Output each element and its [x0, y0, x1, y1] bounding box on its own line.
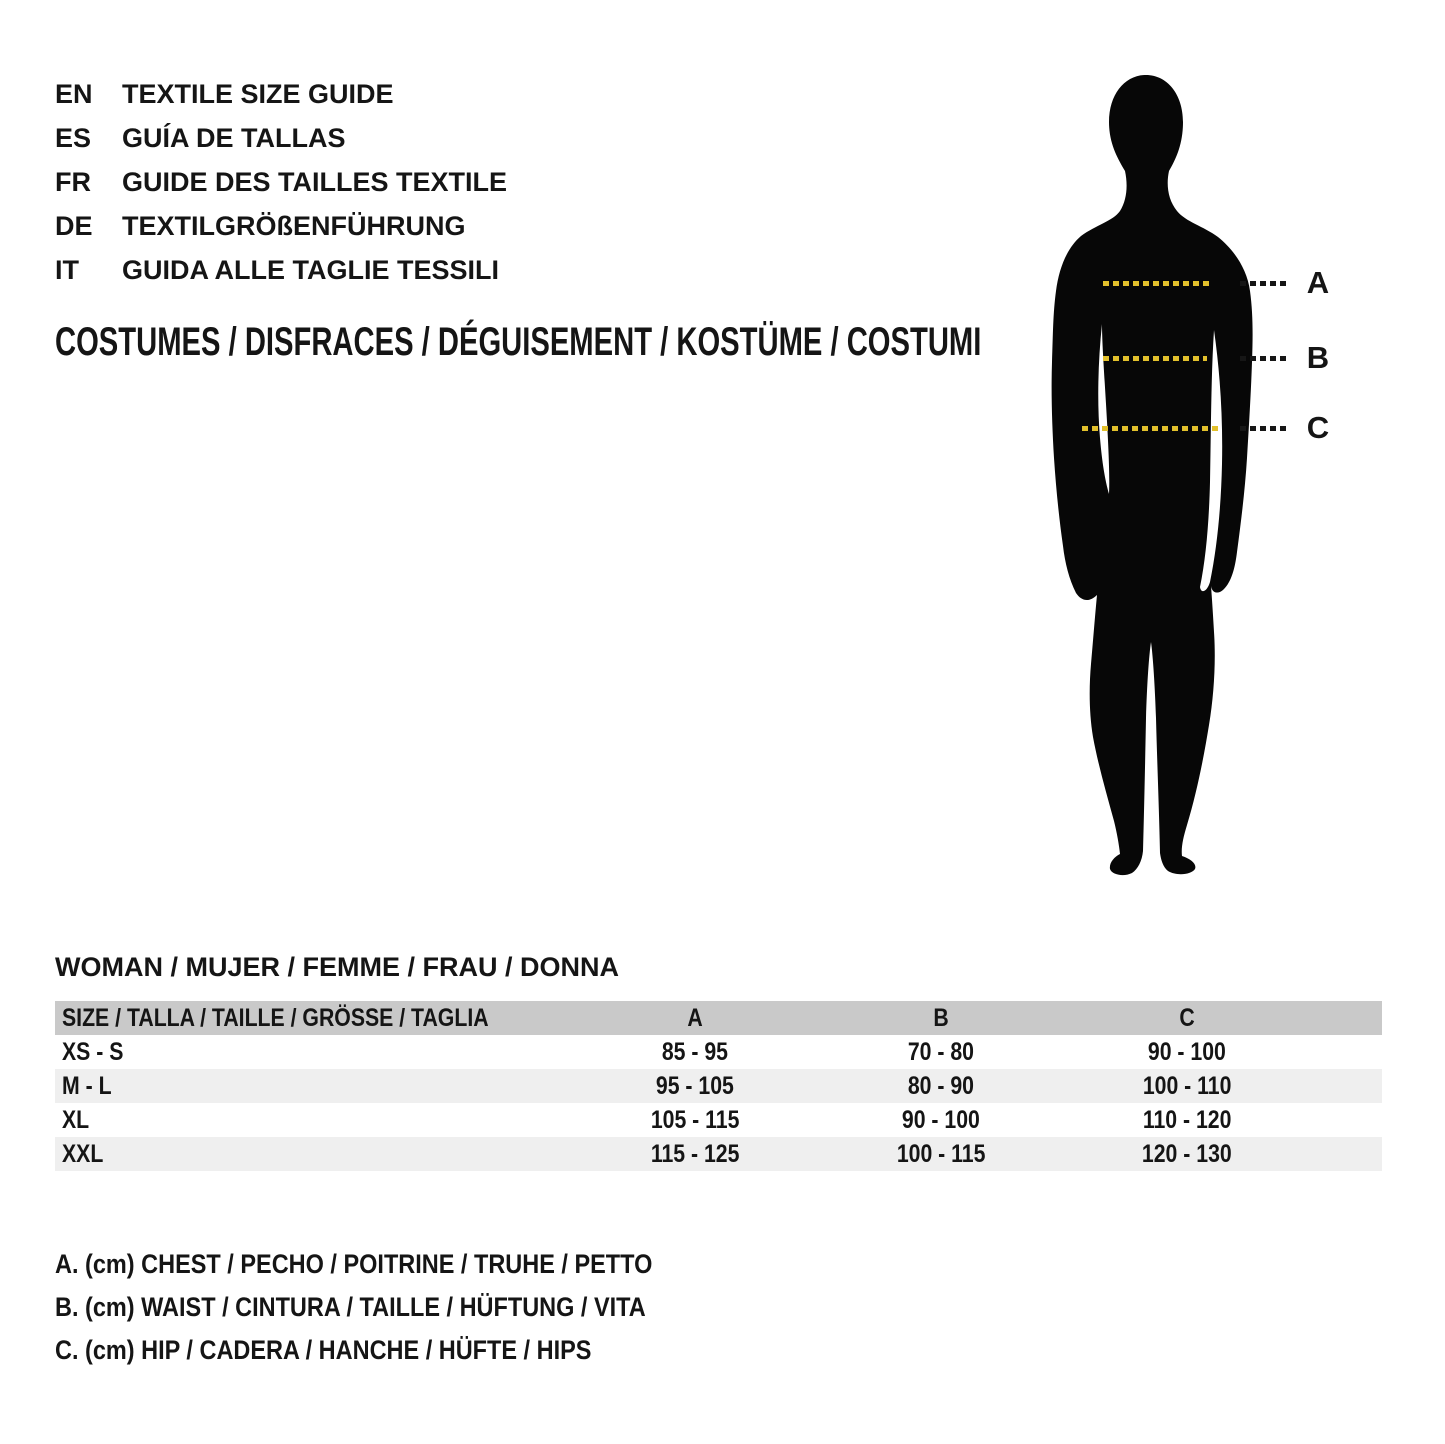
lang-row-en: [55, 72, 507, 116]
table-row: [55, 1069, 1382, 1103]
legend-label: HIP / CADERA / HANCHE / HÜFTE / HIPS: [141, 1335, 592, 1365]
size-cell: XL: [62, 1105, 90, 1134]
lang-row-de: [55, 204, 507, 248]
lang-code: DE: [55, 210, 93, 241]
language-list: [55, 72, 507, 292]
value-cell-c: 120 - 130: [1142, 1139, 1232, 1168]
table-row: [55, 1103, 1382, 1137]
lang-label: GUIDE DES TAILLES TEXTILE: [122, 166, 508, 197]
legend-marker: A.: [55, 1249, 79, 1279]
value-cell-a: 105 - 115: [650, 1105, 740, 1134]
marker-label-b: B: [1306, 340, 1330, 375]
legend-marker: B.: [55, 1292, 79, 1322]
marker-label-a: A: [1306, 265, 1330, 300]
value-cell-b: 70 - 80: [907, 1037, 975, 1066]
category-title-text: COSTUMES / DISFRACES / DÉGUISEMENT / KOSTÜME / COSTUMI: [55, 320, 982, 364]
woman-silhouette: [1020, 70, 1280, 880]
table-header-size: SIZE / TALLA / TAILLE / GRÖSSE / TAGLIA: [62, 1003, 489, 1032]
value-cell-c: 90 - 100: [1148, 1037, 1226, 1066]
chest-measure-line-black: [1240, 281, 1290, 286]
lang-row-it: [55, 248, 507, 292]
value-cell-a: 115 - 125: [650, 1139, 740, 1168]
lang-row-es: [55, 116, 507, 160]
lang-code: ES: [55, 122, 92, 153]
marker-label-c: C: [1306, 410, 1330, 445]
lang-label: GUÍA DE TALLAS: [122, 122, 346, 153]
legend-unit: (cm): [85, 1335, 135, 1365]
size-cell: M - L: [62, 1071, 112, 1100]
legend-row-hip: [55, 1329, 742, 1372]
lang-label: GUIDA ALLE TAGLIE TESSILI: [122, 254, 499, 285]
table-row: [55, 1137, 1382, 1171]
size-cell: XS - S: [62, 1037, 124, 1066]
table-header-col-b: B: [933, 1003, 949, 1032]
legend-row-waist: [55, 1286, 742, 1329]
chest-measure-line-yellow: [1103, 281, 1210, 286]
value-cell-c: 100 - 110: [1142, 1071, 1232, 1100]
table-row: [55, 1035, 1382, 1069]
measurement-legend: [55, 1243, 742, 1372]
legend-label: CHEST / PECHO / POITRINE / TRUHE / PETTO: [141, 1249, 653, 1279]
table-header-col-a: A: [687, 1003, 703, 1032]
value-cell-a: 95 - 105: [656, 1071, 734, 1100]
legend-label: WAIST / CINTURA / TAILLE / HÜFTUNG / VITA: [141, 1292, 646, 1322]
hip-measure-line-yellow: [1082, 426, 1218, 431]
value-cell-a: 85 - 95: [661, 1037, 729, 1066]
value-cell-c: 110 - 120: [1142, 1105, 1232, 1134]
legend-unit: (cm): [85, 1292, 135, 1322]
section-title-text: WOMAN / MUJER / FEMME / FRAU / DONNA: [55, 952, 619, 982]
lang-code: EN: [55, 78, 93, 109]
value-cell-b: 100 - 115: [896, 1139, 986, 1168]
lang-code: IT: [55, 254, 79, 285]
size-cell: XXL: [62, 1139, 104, 1168]
lang-row-fr: [55, 160, 507, 204]
value-cell-b: 90 - 100: [902, 1105, 980, 1134]
lang-label: TEXTILE SIZE GUIDE: [122, 78, 394, 109]
legend-unit: (cm): [85, 1249, 135, 1279]
section-title: [55, 952, 619, 983]
lang-label: TEXTILGRÖßENFÜHRUNG: [122, 210, 466, 241]
legend-marker: C.: [55, 1335, 79, 1365]
lang-code: FR: [55, 166, 91, 197]
table-header-col-c: C: [1179, 1003, 1195, 1032]
hip-measure-line-black: [1240, 426, 1290, 431]
value-cell-b: 80 - 90: [907, 1071, 975, 1100]
waist-measure-line-black: [1240, 356, 1290, 361]
size-table: [55, 1001, 1382, 1171]
legend-row-chest: [55, 1243, 742, 1286]
table-header-row: [55, 1001, 1382, 1035]
waist-measure-line-yellow: [1103, 356, 1207, 361]
